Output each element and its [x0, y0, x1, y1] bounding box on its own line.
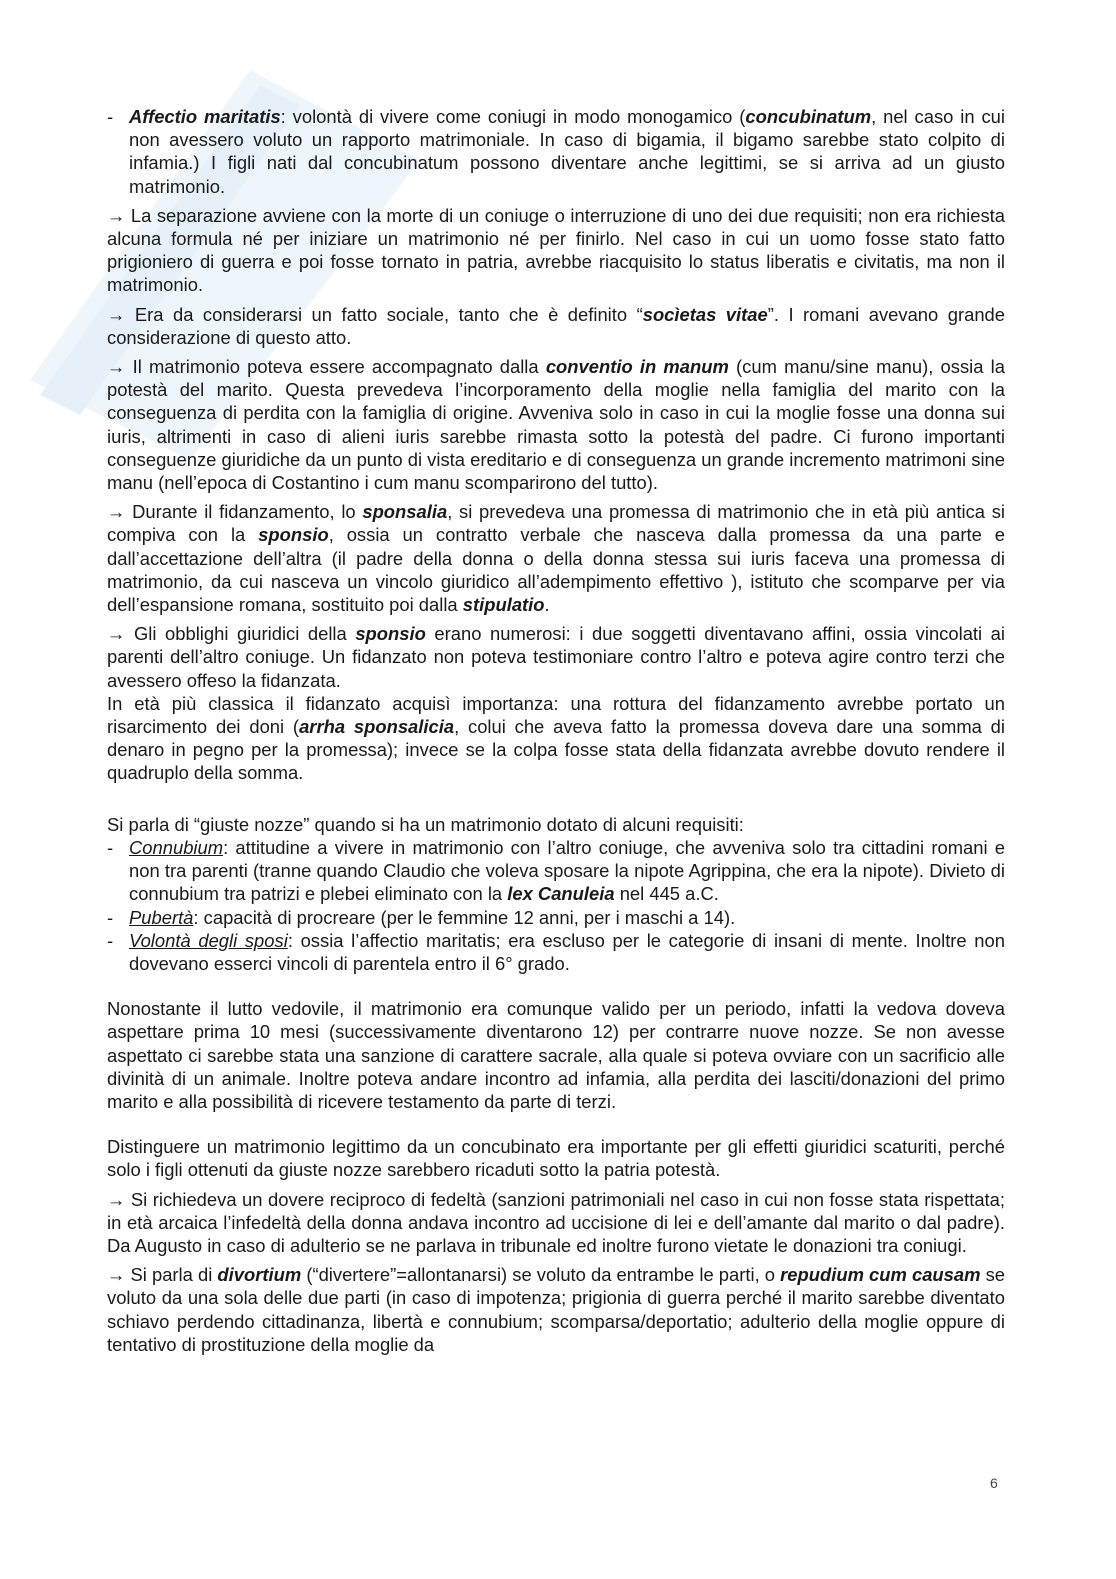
paragraph: → Il matrimonio poteva essere accompagnato dalla conventio in manum (cum manu/sine manu), ossia la potestà del marito. Questa prevedeva l’incorporamento della moglie nella famiglia del marito con la conseguenza di perdita con la famiglia di origine. Avveniva solo in caso in cui la moglie fosse una donna sui iuris, altrimenti in caso di alieni iuris sarebbe rimasta sotto la potestà del padre. Ci furono importanti conseguenze giuridiche da un punto di vista ereditario e di conseguenza un grande incremento matrimoni sine manu (nell’epoca di Costantino i cum manu scomparirono del tutto). — [107, 356, 1006, 494]
list-item: - Volontà degli sposi: ossia l’affectio maritatis; era escluso per le categorie di insani di mente. Inoltre non dovevano esserci vincoli di parentela entro il 6° grado. — [107, 929, 1005, 974]
paragraph: → Si richiedeva un dovere reciproco di fedeltà (sanzioni patrimoniali nel caso in cui non fosse stata rispettata; in età arcaica l’infedeltà della donna andava incontro ad uccisione di lei e dell’amante dal marito o dal padre). Da Augusto in caso di adulterio se ne parlava in tribunale ed inoltre furono vietate le donazioni tra coniugi. — [107, 1188, 1005, 1256]
paragraph: Si parla di “giuste nozze” quando si ha un matrimonio dotato di alcuni requisiti: — [107, 813, 744, 835]
paragraph: In età più classica il fidanzato acquisì importanza: una rottura del fidanzamento avrebbe portato un risarcimento dei doni (arrha sponsalicia, colui che aveva fatto la promessa doveva dare una somma di denaro in pegno per la promessa); invece se la colpa fosse stata della fidanzata avrebbe dovuto rendere il quadruplo della somma. — [107, 692, 1005, 784]
list-item: - Affectio maritatis: volontà di vivere come coniugi in modo monogamico (concubinatum, nel caso in cui non avessero voluto un rapporto matrimoniale. In caso di bigamia, il bigamo sarebbe stato colpito di infamia.) I figli nati dal concubinatum possono diventare anche legittimi, se si arriva ad un giusto matrimonio. — [107, 106, 1005, 197]
paragraph: → Si parla di divortium (“divertere”=allontanarsi) se voluto da entrambe le parti, o repudium cum causam se voluto da una sola delle due parti (in caso di impotenza; prigionia di guerra perché il marito sarebbe diventato schiavo perdendo cittadinanza, libertà e connubium; scomparsa/deportatio; adulterio della moglie oppure di tentativo di prostituzione della moglie da — [107, 1264, 1006, 1355]
page-number: 6 — [990, 1475, 998, 1491]
list-item: - Pubertà: capacità di procreare (per le femmine 12 anni, per i maschi a 14). — [107, 906, 736, 928]
list-item: - Connubium: attitudine a vivere in matrimonio con l’altro coniuge, che avveniva solo tra cittadini romani e non tra parenti (tranne quando Claudio che voleva sposare la nipote Agrippina, che era la nipote). Divieto di connubium tra patrizi e plebei eliminato con la lex Canuleia nel 445 a.C. — [107, 836, 1005, 905]
document-body — [107, 105, 1005, 1362]
paragraph: Distinguere un matrimonio legittimo da un concubinato era importante per gli effetti giuridici scaturiti, perché solo i figli ottenuti da giuste nozze sarebbero ricaduti sotto la patria potestà. — [107, 1136, 1005, 1181]
paragraph: → Durante il fidanzamento, lo sponsalia, si prevedeva una promessa di matrimonio che in età più antica si compiva con la sponsio, ossia un contratto verbale che nasceva dalla promessa da una parte e dall’accettazione dell’altra (il padre della donna o della donna stessa sui iuris faceva una promessa di matrimonio, da cui nasceva un vincolo giuridico all’adempimento effettivo ), istituto che scomparve per via dell’espansione romana, sostituito poi dalla stipulatio. — [107, 501, 1005, 616]
paragraph: Nonostante il lutto vedovile, il matrimonio era comunque valido per un periodo, infatti la vedova doveva aspettare prima 10 mesi (successivamente diventarono 12) per contrarre nuove nozze. Se non avesse aspettato ci sarebbe stata una sanzione di carattere sacrale, alla quale si poteva ovviare con un sacrificio alle divinità di un animale. Inoltre poteva andare incontro ad infamia, alla perdita dei lasciti/donazioni del primo marito e alla possibilità di ricevere testamento da parte di terzi. — [107, 998, 1005, 1112]
paragraph: → La separazione avviene con la morte di un coniuge o interruzione di uno dei due requisiti; non era richiesta alcuna formula né per iniziare un matrimonio né per finirlo. Nel caso in cui un uomo fosse stato fatto prigioniero di guerra e poi fosse tornato in patria, avrebbe riacquisito lo status liberatis e civitatis, ma non il matrimonio. — [107, 204, 1005, 296]
paragraph: → Gli obblighi giuridici della sponsio erano numerosi: i due soggetti diventavano affini, ossia vincolati ai parenti dell’altro coniuge. Un fidanzato non poteva testimoniare contro l’altro e poteva agire contro terzi che avessero offeso la fidanzata. — [107, 623, 1006, 691]
paragraph: → Era da considerarsi un fatto sociale, tanto che è definito “socìetas vitae”. I romani avevano grande considerazione di questo atto. — [107, 303, 1006, 348]
